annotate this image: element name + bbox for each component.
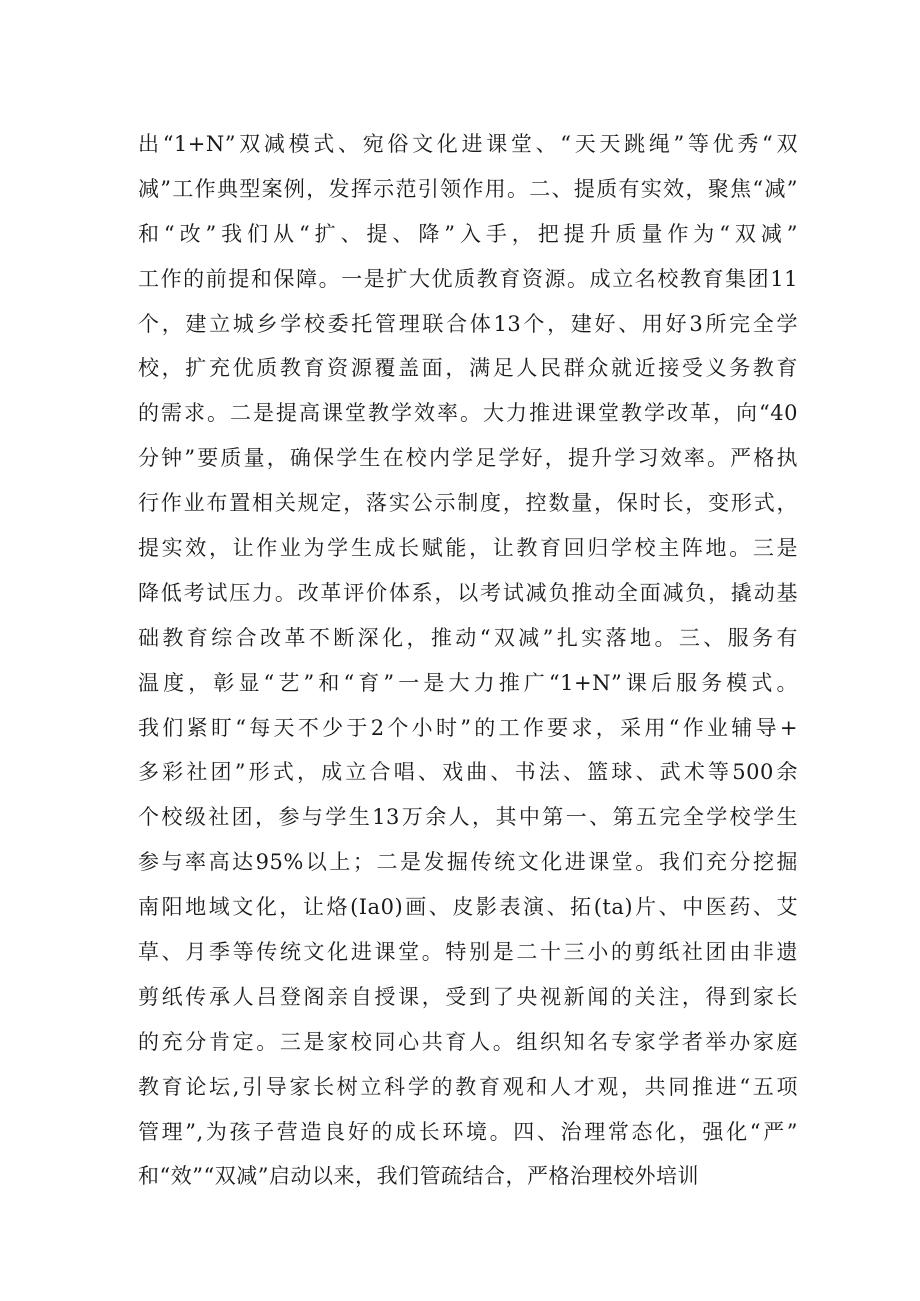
text-line: 和“改”我们从“扩、提、降”入手，把提升质量作为“双减” [138, 221, 798, 246]
text-line: 南阳地域文化，让烙(Ia0)画、皮影表演、拓(ta)片、中医药、艾 [138, 895, 798, 920]
text-line: 分钟”要质量，确保学生在校内学足学好，提升学习效率。严格执 [138, 446, 798, 471]
text-line: 校，扩充优质教育资源覆盖面，满足人民群众就近接受义务教育 [138, 356, 798, 381]
text-line: 的需求。二是提高课堂教学效率。大力推进课堂教学改革，向“40 [138, 401, 798, 426]
text-line: 的充分肯定。三是家校同心共育人。组织知名专家学者举办家庭 [138, 1029, 798, 1054]
text-line: 草、月季等传统文化进课堂。特别是二十三小的剪纸社团由非遗 [138, 940, 798, 965]
text-line: 管理”,为孩子营造良好的成长环境。四、治理常态化，强化“严” [138, 1119, 798, 1144]
text-line: 工作的前提和保障。一是扩大优质教育资源。成立名校教育集团11 [138, 266, 798, 291]
text-line: 出“1+N”双减模式、宛俗文化进课堂、“天天跳绳”等优秀“双 [138, 132, 798, 156]
text-line: 个校级社团，参与学生13万余人，其中第一、第五完全学校学生 [138, 805, 798, 830]
text-line: 教育论坛,引导家长树立科学的教育观和人才观，共同推进“五项 [138, 1074, 798, 1099]
text-line: 和“效”“双减”启动以来，我们管疏结合，严格治理校外培训 [138, 1164, 699, 1189]
text-line: 础教育综合改革不断深化，推动“双减”扎实落地。三、服务有 [138, 625, 798, 650]
text-line: 降低考试压力。改革评价体系，以考试减负推动全面减负，撬动基 [138, 580, 798, 605]
text-line: 剪纸传承人吕登阁亲自授课，受到了央视新闻的关注，得到家长 [138, 984, 798, 1009]
text-line: 减”工作典型案例，发挥示范引领作用。二、提质有实效，聚焦“减” [138, 176, 798, 201]
text-line: 提实效，让作业为学生成长赋能，让教育回归学校主阵地。三是 [138, 536, 798, 561]
text-line: 个，建立城乡学校委托管理联合体13个，建好、用好3所完全学 [138, 311, 798, 336]
text-line: 我们紧盯“每天不少于2个小时”的工作要求，采用“作业辅导+ [138, 715, 798, 740]
text-line: 多彩社团”形式，成立合唱、戏曲、书法、篮球、武术等500余 [138, 760, 798, 785]
body-paragraph [138, 122, 798, 1199]
text-line: 参与率高达95%以上；二是发掘传统文化进课堂。我们充分挖掘 [138, 850, 798, 875]
text-line: 温度，彰显“艺”和“育”一是大力推广“1+N”课后服务模式。 [138, 670, 798, 695]
text-line: 行作业布置相关规定，落实公示制度，控数量，保时长，变形式， [138, 491, 798, 516]
